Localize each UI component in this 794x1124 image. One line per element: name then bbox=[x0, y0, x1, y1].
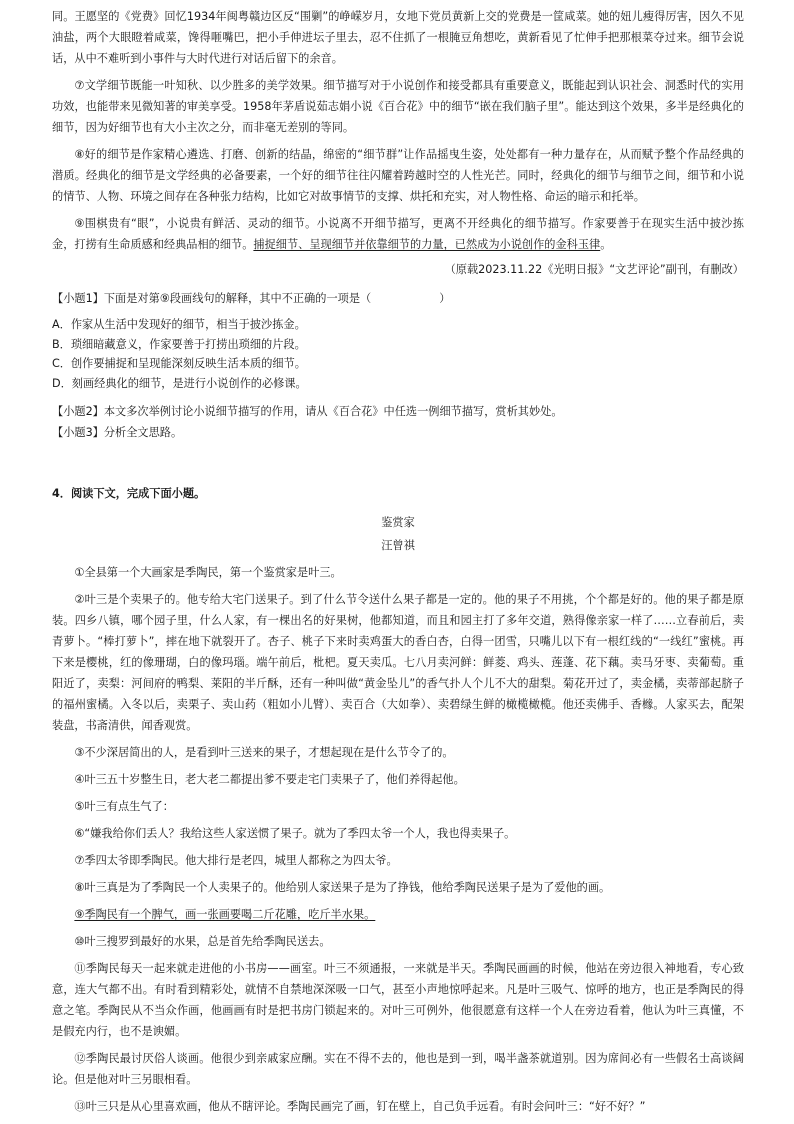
story-paragraph-2: ②叶三是个卖果子的。他专给大宅门送果子。到了什么节令送什么果子都是一定的。他的果子不用挑，个个都是好的。他的果子都是原装。四乡八镇，哪个园子里，什么人家，有一棵出名的好果树，他都知道，而且和园主打了多年交道，熟得像亲家一样了……立春前后，卖青萝卜。“棒打萝卜”，摔在地下就裂开了。杏子、桃子下来时卖鸡蛋大的香白杏，白得一团雪，只嘴儿以下有一根红线的“一线红”蜜桃。再下来是樱桃，红的像珊瑚，白的像玛瑙。端午前后，枇杷。夏天卖瓜。七八月卖河鲜：鲜菱、鸡头、莲蓬、花下藕。卖马牙枣、卖葡萄。重阳近了，卖梨：河间府的鸭梨、莱阳的半斤酥，还有一种叫做“黄金坠儿”的香气扑人个儿不大的甜梨。菊花开过了，卖金橘，卖蒂部起脐子的福州蜜橘。入冬以后，卖栗子、卖山药（粗如小儿臂）、卖百合（大如拳）、卖碧绿生鲜的橄榄橄榄。他还卖佛手、香橼。人家买去，配架装盘，书斋清供，闻香观赏。 bbox=[52, 593, 744, 732]
article-paragraph-8: ⑧好的细节是作家精心遴选、打磨、创新的结晶，绵密的“细节群”让作品摇曳生姿，处处都有一种力量存在，从而赋予整个作品经典的潜质。经典化的细节是文学经典的必备要素，一个好的细节往往闪耀着跨越时空的人性光芒。同时，经典化的细节与细节之间，细节和小说的情节、人物、环境之间存在各种张力结构，比如它对故事情节的支撑、烘托和充实，对人物性格、命运的暗示和托举。 bbox=[52, 148, 744, 203]
paragraph-9-end: 。 bbox=[600, 238, 612, 251]
question-1 bbox=[52, 288, 744, 309]
paragraph-9-text: ⑨围棋贵有“眼”，小说贵有鲜活、灵动的细节。小说离不开细节描写，更离不开经典化的细节描写。作家要善于在现实生活中披沙拣金，打捞有生命质感和经典品相的细节。 bbox=[52, 217, 744, 251]
option-d[interactable]: D．刻画经典化的细节，是进行小说创作的必修课。 bbox=[52, 376, 307, 390]
article-source: （原载2023.11.22《光明日报》“文艺评论”副刊，有删改） bbox=[444, 263, 744, 276]
story-paragraph-9 bbox=[52, 904, 744, 925]
story-paragraph-8: ⑧叶三真是为了季陶民一个人卖果子的。他给别人家送果子是为了挣钱，他给季陶民送果子是为了爱他的画。 bbox=[74, 881, 611, 894]
underlined-sentence: 捕捉细节、呈现细节并依靠细节的力量，已然成为小说创作的金科玉律 bbox=[253, 238, 601, 251]
story-paragraph-6: ⑥“嫌我给你们丢人？我给这些人家送惯了果子。就为了季四太爷一个人，我也得卖果子。 bbox=[74, 827, 516, 840]
article-paragraph-intro: 同。王愿坚的《党费》回忆1934年闽粤赣边区反“围剿”的峥嵘岁月，女地下党员黄新上交的党费是一筐咸菜。她的妞儿瘦得厉害，因久不见油盐，两个大眼瞪着咸菜，馋得咂嘴巴，把小手伸进坛子里去，忍不住抓了一根腌豆角想吃，黄新看见了忙伸手把那根菜夺过来。细节会说话，从中不难听到小事件与大时代进行对话后留下的余音。 bbox=[52, 10, 744, 65]
story-author: 汪曾祺 bbox=[381, 539, 415, 552]
question-1-suffix: ） bbox=[439, 292, 451, 305]
option-b[interactable]: B．琐细暗藏意义，作家要善于打捞出琐细的片段。 bbox=[52, 337, 306, 351]
story-paragraph-11: ⑪季陶民每天一起来就走进他的小书房——画室。叶三不须通报，一来就是半天。季陶民画画的时候，他站在旁边很入神地看，专心致意，连大气都不出。有时看到精彩处，就情不自禁地深深吸一口气，甚至小声地惊呼起来。凡是叶三吸气、惊呼的地方，也正是季陶民的得意之笔。季陶民从不当众作画，他画画有时是把书房门锁起来的。对叶三可例外，他很愿意有这样一个人在旁边看着，他认为叶三真懂，不是假充内行，也不是谀媚。 bbox=[52, 962, 744, 1038]
story-paragraph-7: ⑦季四太爷即季陶民。他大排行是老四，城里人都称之为四太爷。 bbox=[74, 854, 398, 867]
story-paragraph-5: ⑤叶三有点生气了： bbox=[74, 800, 174, 813]
story-paragraph-3: ③不少深居简出的人，是看到叶三送来的果子，才想起现在是什么节令了的。 bbox=[74, 746, 454, 759]
option-c[interactable]: C．创作要捕捉和呈现能深刻反映生活本质的细节。 bbox=[52, 357, 306, 370]
question-3: 【小题3】分析全文思路。 bbox=[52, 426, 183, 439]
option-a[interactable]: A．作家从生活中发现好的细节，相当于披沙拣金。 bbox=[52, 318, 306, 331]
article-paragraph-9 bbox=[52, 213, 744, 255]
section-4-heading: 4．阅读下文，完成下面小题。 bbox=[52, 487, 206, 500]
underlined-sentence: ⑨季陶民有一个脾气，画一张画要喝二斤花雕，吃斤半水果。 bbox=[74, 908, 376, 921]
question-1-prefix: 【小题1】下面是对第⑨段画线句的解释，其中不正确的一项是（ bbox=[52, 292, 372, 305]
story-title: 鉴赏家 bbox=[381, 516, 415, 529]
article-paragraph-7: ⑦文学细节既能一叶知秋、以少胜多的美学效果。细节描写对于小说创作和接受都具有重要意义，既能起到认识社会、洞悉时代的实用功效，也能带来见微知著的审美享受。1958年茅盾说茹志娟小说《百合花》中的细节“嵌在我们脑子里”。能达到这个效果，多半是经典化的细节，因为好细节也有大小主次之分，而非毫无差别的等同。 bbox=[52, 79, 744, 134]
question-2: 【小题2】本文多次举例讨论小说细节描写的作用，请从《百合花》中任选一例细节描写，赏析其妙处。 bbox=[52, 405, 563, 418]
story-paragraph-4: ④叶三五十岁整生日，老大老二都提出爹不要走宅门卖果子了，他们养得起他。 bbox=[74, 773, 465, 786]
story-paragraph-1: ①全县第一个大画家是季陶民，第一个鉴赏家是叶三。 bbox=[74, 566, 342, 579]
story-paragraph-13: ⑬叶三只是从心里喜欢画，他从不瞎评论。季陶民画完了画，钉在壁上，自己负手远看。有时会问叶三：“好不好？” bbox=[74, 1100, 646, 1113]
story-paragraph-12: ⑫季陶民最讨厌俗人谈画。他很少到亲戚家应酬。实在不得不去的，他也是到一到，喝半盏茶就道别。因为席间必有一些假名士高谈阔论。但是他对叶三另眼相看。 bbox=[52, 1052, 744, 1086]
question-1-options bbox=[52, 315, 744, 393]
story-paragraph-10: ⑩叶三搜罗到最好的水果，总是首先给季陶民送去。 bbox=[74, 935, 331, 948]
